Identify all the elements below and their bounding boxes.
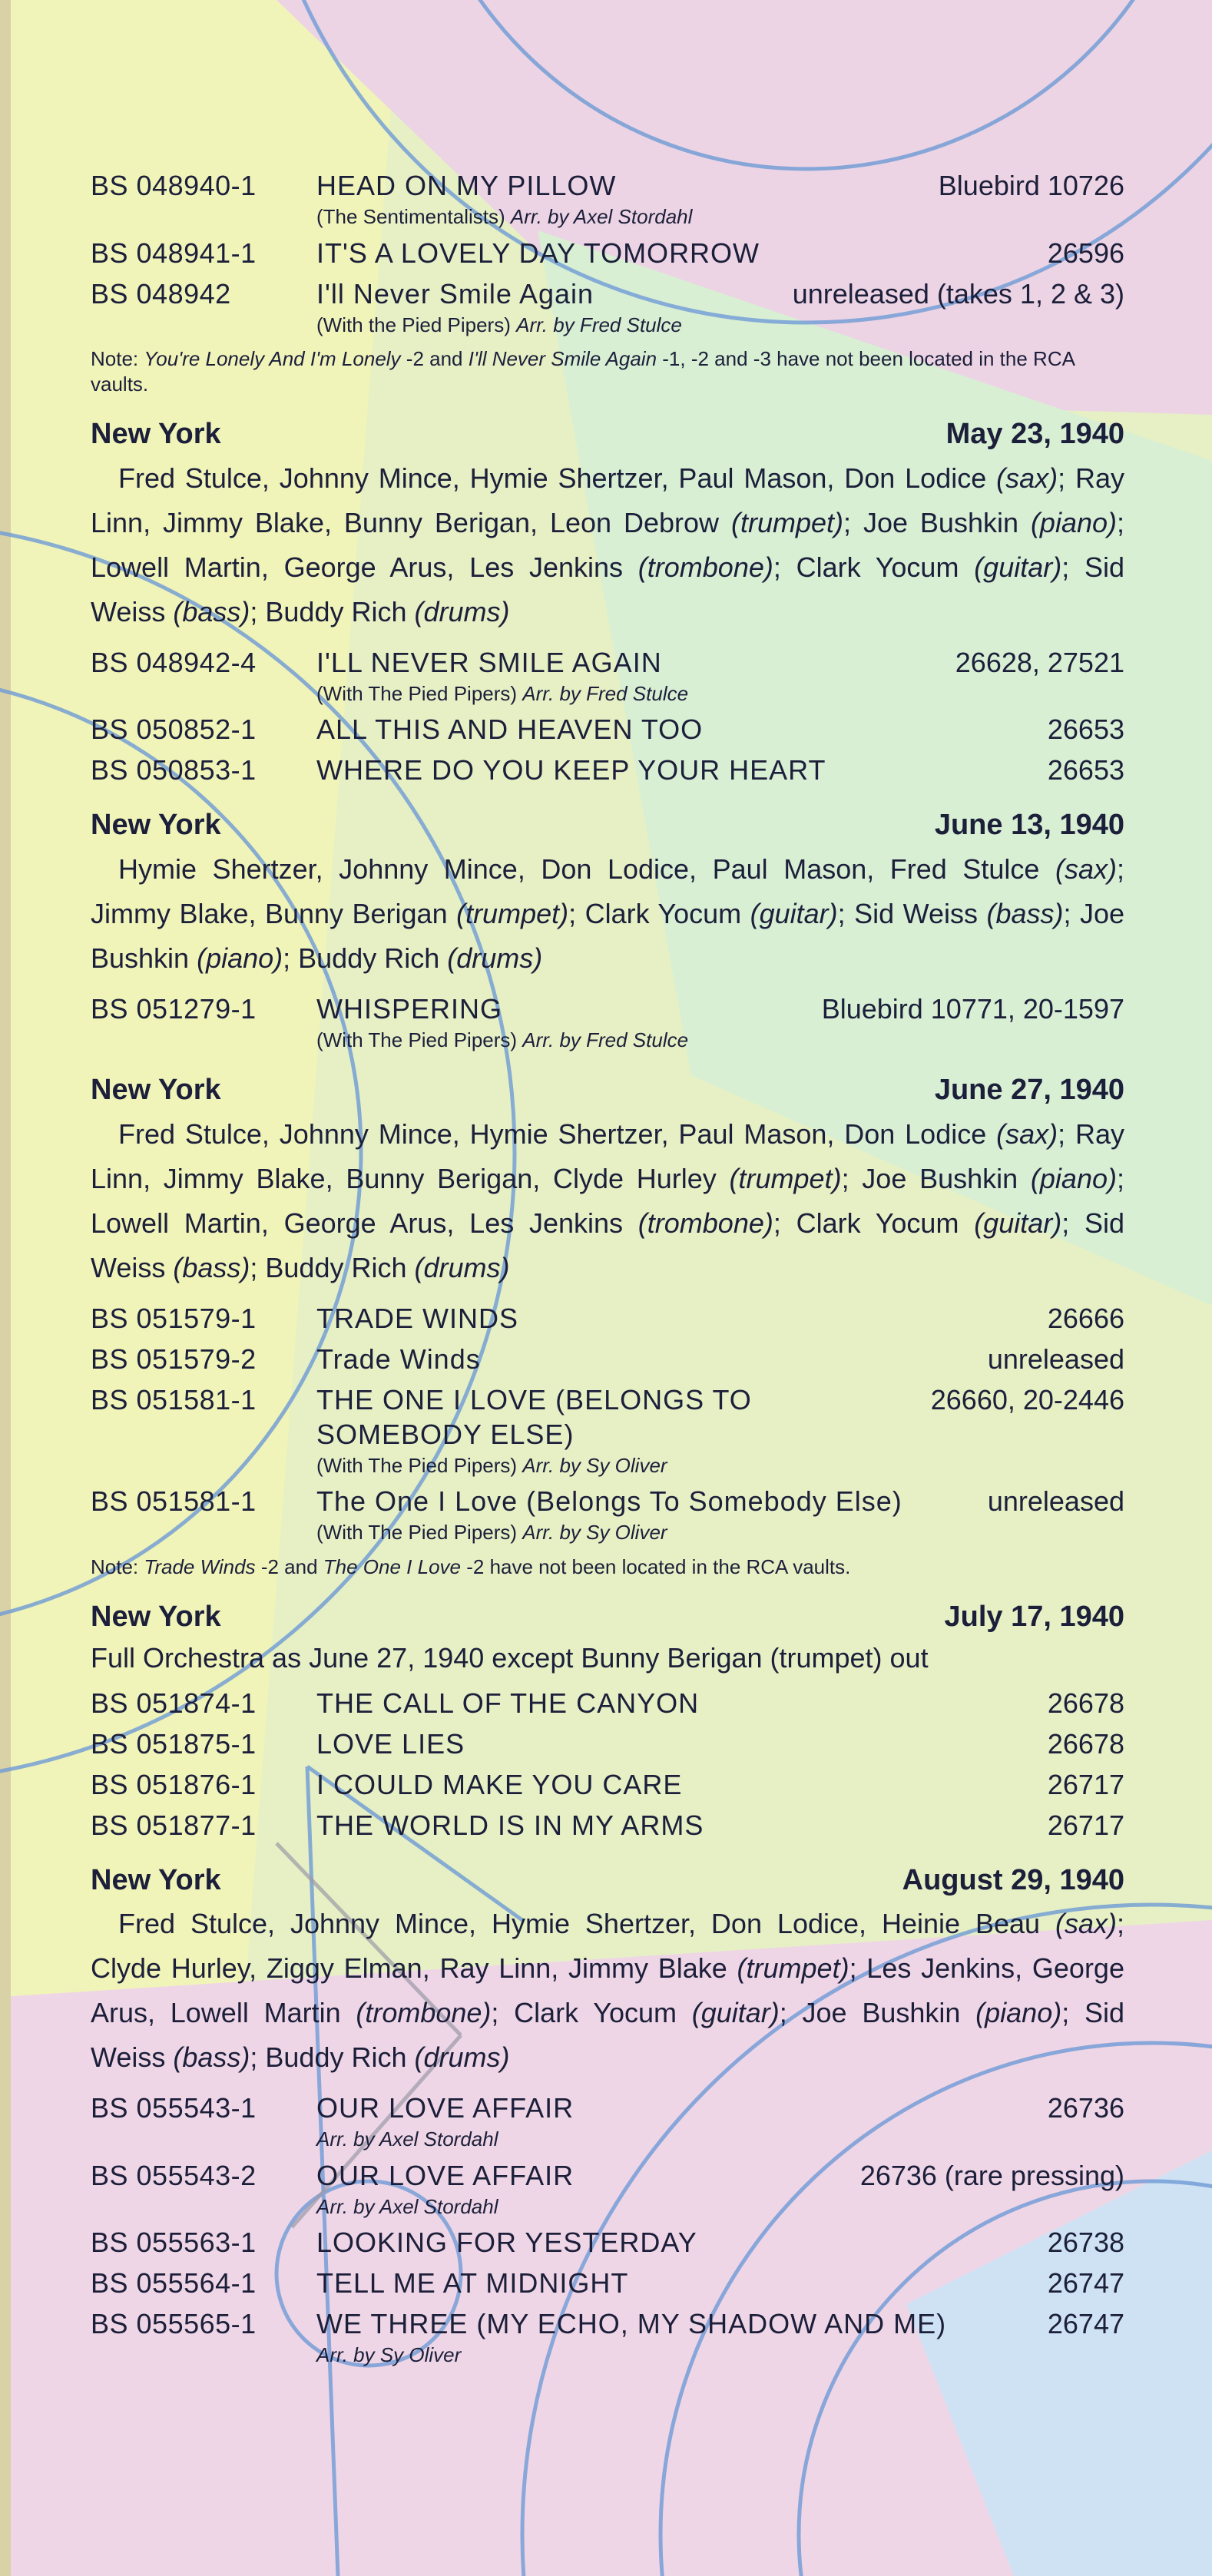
track-info xyxy=(316,2306,1029,2368)
session-header-august-29 xyxy=(91,1862,1124,1899)
arranger-credit: Arr. by Fred Stulce xyxy=(516,313,682,336)
instrument: (drums) xyxy=(414,2041,510,2073)
vocal-credit: (With The Pied Pipers) xyxy=(316,1028,518,1051)
track-info xyxy=(316,1484,969,1545)
track-info xyxy=(316,168,920,230)
arranger-credit: Arr. by Axel Stordahl xyxy=(316,2194,498,2218)
track-info xyxy=(316,2158,842,2220)
instrument: (drums) xyxy=(447,942,543,974)
header-track-list xyxy=(91,168,1124,337)
musicians: ; Lowell Martin, George Arus, Les Jenkins xyxy=(91,506,1125,583)
track-title: ALL THIS AND HEAVEN TOO xyxy=(316,714,704,745)
track-info xyxy=(316,1382,912,1478)
arranger-credit: Arr. by Sy Oliver xyxy=(522,1521,667,1544)
musicians: ; Buddy Rich xyxy=(283,942,448,974)
instrument: (trombone) xyxy=(356,1997,492,2028)
musicians: Fred Stulce, Johnny Mince, Hymie Shertzer, Don Lodice, Heinie Beau xyxy=(118,1908,1055,1939)
track-info xyxy=(316,1808,1029,1843)
session-place: New York xyxy=(91,1601,221,1633)
session-date: June 27, 1940 xyxy=(934,1074,1124,1106)
track-credits xyxy=(316,2127,1029,2152)
track-title: Trade Winds xyxy=(316,1343,481,1375)
track-credits xyxy=(316,204,920,230)
track-info xyxy=(316,2091,1029,2152)
matrix-number: BS 051579-2 xyxy=(91,1343,257,1375)
musicians: ; Clyde Hurley, Ziggy Elman, Ray Linn, Jimmy Blake xyxy=(91,1908,1124,1984)
note-vaults-1 xyxy=(91,346,1124,396)
session-personnel xyxy=(91,1902,1124,2080)
track-title: I'll Never Smile Again xyxy=(316,277,594,310)
matrix-number: BS 051875-1 xyxy=(91,1727,257,1760)
track-title: OUR LOVE AFFAIR xyxy=(316,2092,575,2124)
release-number: 26736 (rare pressing) xyxy=(859,2159,1124,2191)
musicians: ; Les Jenkins, George Arus, Lowell Martin xyxy=(91,1952,1124,2028)
session-track-list xyxy=(91,1686,1124,1843)
track-row xyxy=(91,2091,1124,2152)
track-info xyxy=(316,2266,1029,2300)
track-info xyxy=(316,236,1029,270)
release-number: unreleased xyxy=(987,1485,1124,1517)
release-number: 26747 xyxy=(1047,2308,1124,2339)
track-credits xyxy=(316,681,937,707)
track-info xyxy=(316,645,937,707)
session-track-list xyxy=(91,2091,1124,2368)
session-header-june-27 xyxy=(91,1072,1124,1109)
arranger-credit: Arr. by Sy Oliver xyxy=(316,2343,462,2366)
session-personnel xyxy=(91,847,1124,981)
release-number: 26653 xyxy=(1047,714,1124,745)
release-number: 26717 xyxy=(1047,1809,1124,1841)
track-title: TELL ME AT MIDNIGHT xyxy=(316,2267,629,2299)
instrument: (drums) xyxy=(414,1251,510,1283)
instrument: (drums) xyxy=(414,595,510,627)
track-row xyxy=(91,1342,1124,1376)
track-row xyxy=(91,1301,1124,1336)
release-number: Bluebird 10726 xyxy=(938,170,1124,201)
track-title: WE THREE (MY ECHO, MY SHADOW AND ME) xyxy=(316,2308,947,2339)
session-place: New York xyxy=(91,418,221,450)
track-row xyxy=(91,753,1124,787)
musicians: ; Joe Bushkin xyxy=(779,1997,976,2028)
session-personnel xyxy=(91,1112,1124,1290)
musicians: ; Clark Yocum xyxy=(491,1997,692,2028)
track-row xyxy=(91,2306,1124,2368)
release-number: 26736 xyxy=(1047,2092,1124,2124)
instrument: (sax) xyxy=(996,1117,1058,1150)
track-row xyxy=(91,2158,1124,2220)
matrix-number: BS 055563-1 xyxy=(91,2227,257,2258)
session-place: New York xyxy=(91,1074,221,1106)
track-row xyxy=(91,992,1124,1053)
track-title: LOVE LIES xyxy=(316,1727,465,1760)
arranger-credit: Arr. by Fred Stulce xyxy=(522,1028,689,1051)
instrument: (trumpet) xyxy=(456,897,569,929)
track-credits xyxy=(316,1453,912,1478)
release-number: 26678 xyxy=(1047,1727,1124,1760)
track-title: IT'S A LOVELY DAY TOMORROW xyxy=(316,237,760,269)
track-title: THE WORLD IS IN MY ARMS xyxy=(316,1809,704,1841)
vocal-credit: (With The Pied Pipers) xyxy=(316,1453,518,1477)
session-track-list xyxy=(91,1301,1124,1545)
track-row xyxy=(91,168,1124,230)
vocal-credit: (With The Pied Pipers) xyxy=(316,681,518,705)
matrix-number: BS 055543-2 xyxy=(91,2159,257,2191)
release-number: 26596 xyxy=(1047,237,1124,269)
musicians: ; Lowell Martin, George Arus, Les Jenkins xyxy=(91,1162,1124,1239)
musicians: ; Ray Linn, Jimmy Blake, Bunny Berigan, Clyde Hurley xyxy=(91,1117,1124,1194)
session-header-june-13 xyxy=(91,807,1124,844)
arranger-credit: Arr. by Fred Stulce xyxy=(522,681,689,705)
release-number: unreleased xyxy=(987,1343,1124,1375)
instrument: (guitar) xyxy=(750,897,838,929)
track-title: THE ONE I LOVE (BELONGS TO SOMEBODY ELSE) xyxy=(316,1383,752,1450)
instrument: (trombone) xyxy=(637,551,773,583)
instrument: (trombone) xyxy=(637,1207,773,1239)
note-text-1: -2 and xyxy=(255,1555,323,1578)
note-text-2: -2 have not been located in the RCA vaults. xyxy=(461,1555,851,1578)
track-title: I'LL NEVER SMILE AGAIN xyxy=(316,646,662,678)
track-credits xyxy=(316,1520,969,1545)
matrix-number: BS 048942-4 xyxy=(91,646,257,678)
track-row xyxy=(91,1686,1124,1720)
note-title-2: I'll Never Smile Again xyxy=(468,347,657,370)
track-row xyxy=(91,2266,1124,2300)
track-credits xyxy=(316,2343,1029,2368)
track-title: HEAD ON MY PILLOW xyxy=(316,170,617,201)
session-date: August 29, 1940 xyxy=(902,1863,1124,1896)
matrix-number: BS 051874-1 xyxy=(91,1687,257,1719)
track-info xyxy=(316,753,1029,787)
instrument: (trumpet) xyxy=(729,1162,842,1194)
track-info xyxy=(316,2225,1029,2260)
instrument: (bass) xyxy=(173,2041,250,2073)
session-place: New York xyxy=(91,1863,221,1896)
note-title-2: The One I Love xyxy=(323,1555,462,1578)
instrument: (sax) xyxy=(1055,853,1117,885)
track-title: TRADE WINDS xyxy=(316,1302,518,1334)
arranger-credit: Arr. by Axel Stordahl xyxy=(316,2127,498,2151)
musicians: ; Joe Bushkin xyxy=(843,506,1031,538)
track-info xyxy=(316,1686,1029,1720)
instrument: (trumpet) xyxy=(737,1952,849,1984)
matrix-number: BS 051581-1 xyxy=(91,1383,257,1415)
track-credits xyxy=(316,2194,842,2220)
matrix-number: BS 051279-1 xyxy=(91,992,257,1025)
session-place: New York xyxy=(91,809,221,841)
release-number: 26717 xyxy=(1047,1768,1124,1800)
release-number: 26666 xyxy=(1047,1302,1124,1334)
instrument: (piano) xyxy=(1030,506,1117,538)
musicians: ; Clark Yocum xyxy=(568,897,750,929)
matrix-number: BS 055564-1 xyxy=(91,2267,257,2299)
session-date: May 23, 1940 xyxy=(945,418,1124,450)
musicians: Fred Stulce, Johnny Mince, Hymie Shertzer, Paul Mason, Don Lodice xyxy=(118,1117,997,1150)
session-header-may-23 xyxy=(91,416,1124,453)
track-row xyxy=(91,1382,1124,1478)
vocal-credit: (With the Pied Pipers) xyxy=(316,313,511,336)
release-number: 26653 xyxy=(1047,754,1124,786)
track-row xyxy=(91,1808,1124,1843)
instrument: (bass) xyxy=(986,897,1064,929)
matrix-number: BS 048940-1 xyxy=(91,170,257,201)
arranger-credit: Arr. by Sy Oliver xyxy=(522,1453,667,1477)
track-row xyxy=(91,1727,1124,1761)
track-credits xyxy=(316,1028,803,1053)
track-title: WHISPERING xyxy=(316,992,503,1025)
track-info xyxy=(316,1767,1029,1802)
track-title: THE CALL OF THE CANYON xyxy=(316,1687,700,1719)
musicians: ; Joe Bushkin xyxy=(841,1162,1031,1194)
session-date: June 13, 1940 xyxy=(934,809,1124,841)
vocal-credit: (With The Pied Pipers) xyxy=(316,1521,518,1544)
instrument: (bass) xyxy=(173,1251,250,1283)
note-title-1: You're Lonely And I'm Lonely xyxy=(144,347,401,370)
instrument: (piano) xyxy=(1030,1162,1117,1194)
matrix-number: BS 051581-1 xyxy=(91,1485,257,1517)
matrix-number: BS 055543-1 xyxy=(91,2092,257,2124)
matrix-number: BS 050852-1 xyxy=(91,714,257,745)
musicians: ; Clark Yocum xyxy=(773,551,975,583)
track-info xyxy=(316,1301,1029,1336)
matrix-number: BS 055565-1 xyxy=(91,2308,257,2339)
session-date: July 17, 1940 xyxy=(944,1601,1124,1633)
instrument: (trumpet) xyxy=(730,506,843,538)
track-title: LOOKING FOR YESTERDAY xyxy=(316,2227,697,2258)
note-vaults-2 xyxy=(91,1555,1124,1580)
musicians: ; Joe Bushkin xyxy=(91,897,1124,974)
instrument: (sax) xyxy=(996,462,1058,494)
matrix-number: BS 051877-1 xyxy=(91,1809,257,1841)
musicians: ; Buddy Rich xyxy=(250,1251,415,1283)
release-number: 26738 xyxy=(1047,2227,1124,2258)
note-title-1: Trade Winds xyxy=(144,1555,256,1578)
track-row xyxy=(91,276,1124,338)
track-info xyxy=(316,1342,969,1376)
track-info xyxy=(316,276,774,338)
session-personnel-note: Full Orchestra as June 27, 1940 except Bunny Berigan (trumpet) out xyxy=(91,1641,929,1674)
track-row xyxy=(91,2225,1124,2260)
release-number: unreleased (takes 1, 2 & 3) xyxy=(792,277,1124,310)
release-number: 26747 xyxy=(1047,2267,1124,2299)
track-row xyxy=(91,645,1124,707)
release-number: 26628, 27521 xyxy=(955,646,1124,678)
musicians: ; Buddy Rich xyxy=(250,595,415,627)
vocal-credit: (The Sentimentalists) xyxy=(316,205,505,228)
instrument: (piano) xyxy=(975,1997,1062,2028)
musicians: ; Jimmy Blake, Bunny Berigan xyxy=(91,853,1124,929)
track-info xyxy=(316,712,1029,747)
instrument: (bass) xyxy=(173,595,250,627)
matrix-number: BS 048942 xyxy=(91,277,231,310)
track-title: WHERE DO YOU KEEP YOUR HEART xyxy=(316,754,826,786)
matrix-number: BS 048941-1 xyxy=(91,237,257,269)
session-track-list xyxy=(91,645,1124,788)
note-prefix: Note: xyxy=(91,347,144,370)
musicians: ; Sid Weiss xyxy=(91,1207,1124,1283)
release-number: Bluebird 10771, 20-1597 xyxy=(821,992,1124,1025)
instrument: (guitar) xyxy=(974,1207,1062,1239)
matrix-number: BS 051579-1 xyxy=(91,1302,257,1334)
track-row xyxy=(91,1767,1124,1802)
musicians: Fred Stulce, Johnny Mince, Hymie Shertzer, Paul Mason, Don Lodice xyxy=(118,462,997,494)
musicians: ; Buddy Rich xyxy=(250,2041,415,2073)
matrix-number: BS 050853-1 xyxy=(91,754,257,786)
track-credits xyxy=(316,313,774,338)
track-title: OUR LOVE AFFAIR xyxy=(316,2159,575,2191)
arranger-credit: Arr. by Axel Stordahl xyxy=(510,205,693,228)
track-info xyxy=(316,992,803,1053)
musicians: ; Ray Linn, Jimmy Blake, Bunny Berigan, Leon Debrow xyxy=(91,462,1124,538)
session-track-list xyxy=(91,992,1124,1053)
track-row xyxy=(91,236,1124,270)
musicians: Hymie Shertzer, Johnny Mince, Don Lodice, Paul Mason, Fred Stulce xyxy=(118,853,1055,885)
track-row xyxy=(91,712,1124,747)
note-prefix: Note: xyxy=(91,1555,144,1578)
release-number: 26660, 20-2446 xyxy=(930,1383,1124,1415)
track-row xyxy=(91,1484,1124,1545)
instrument: (guitar) xyxy=(691,1997,780,2028)
instrument: (sax) xyxy=(1055,1908,1117,1939)
instrument: (piano) xyxy=(197,942,283,974)
release-number: 26678 xyxy=(1047,1687,1124,1719)
track-title: I COULD MAKE YOU CARE xyxy=(316,1768,683,1800)
musicians: ; Sid Weiss xyxy=(91,551,1124,627)
note-text-1: -2 and xyxy=(400,347,469,370)
track-info xyxy=(316,1727,1029,1761)
musicians: ; Sid Weiss xyxy=(837,897,987,929)
note-text-2: -1, -2 and -3 have not been located in the RCA vaults. xyxy=(91,347,1075,396)
musicians: ; Clark Yocum xyxy=(773,1207,975,1239)
track-title: The One I Love (Belongs To Somebody Else) xyxy=(316,1485,902,1517)
instrument: (guitar) xyxy=(974,551,1062,583)
session-header-july-17 xyxy=(91,1599,1124,1636)
session-personnel xyxy=(91,456,1124,634)
musicians: ; Sid Weiss xyxy=(91,1997,1124,2073)
discography-page xyxy=(91,157,1124,2374)
matrix-number: BS 051876-1 xyxy=(91,1768,257,1800)
